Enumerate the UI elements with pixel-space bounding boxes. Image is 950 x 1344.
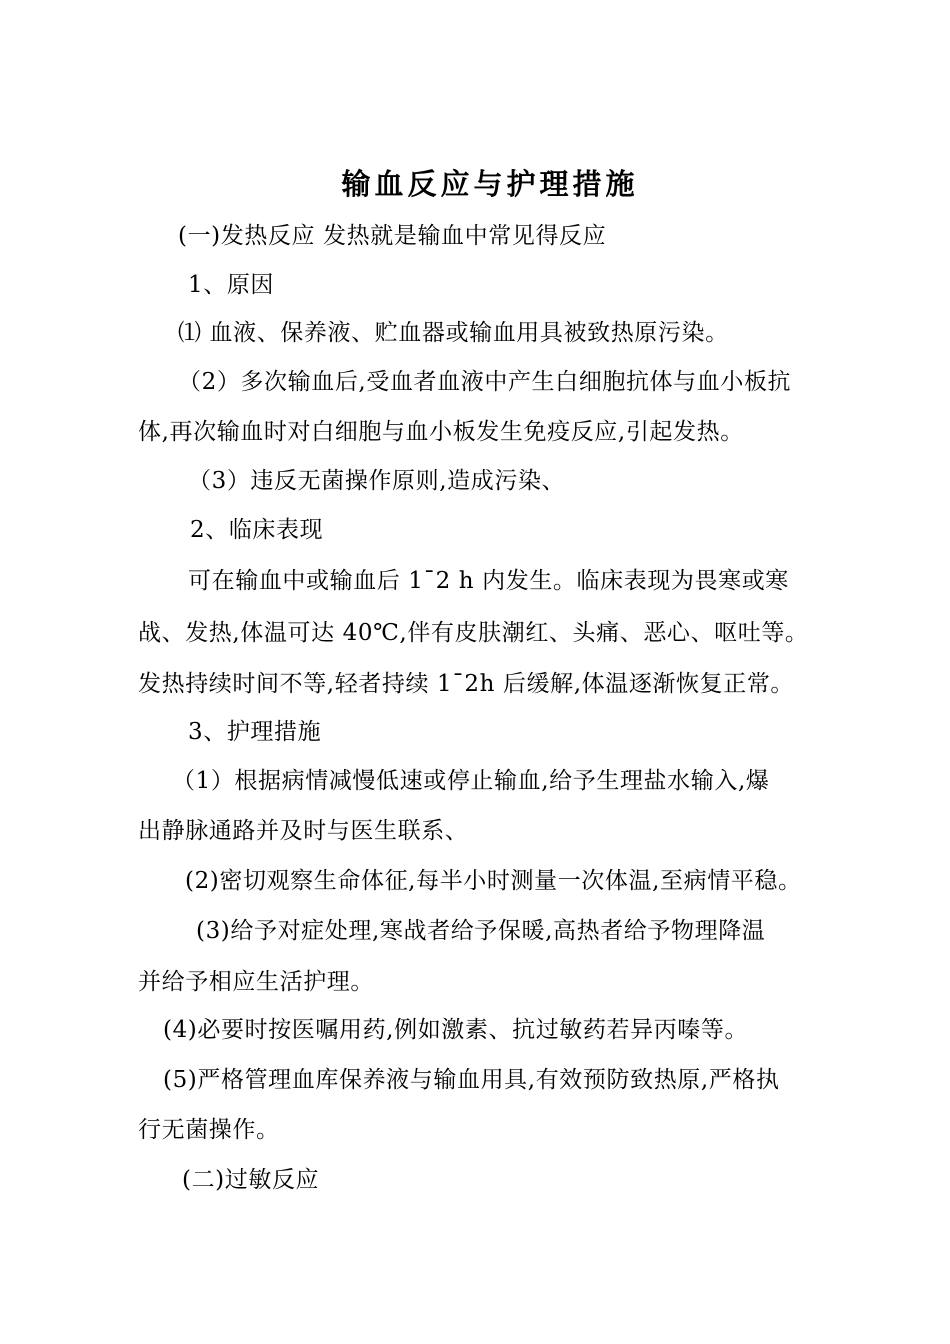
cause-item-1: ⑴ 血液、保养液、贮血器或输血用具被致热原污染。 [178,320,729,346]
section-heading-fever: (一)发热反应 发热就是输血中常见得反应 [178,223,607,249]
subheading-cause: 1、原因 [188,272,275,298]
cause-item-2-line-1: （2）多次输血后,受血者血液中产生白细胞抗体与血小板抗 [178,369,792,395]
cause-item-2-line-2: 体,再次输血时对白细胞与血小板发生免疫反应,引起发热。 [138,419,744,445]
subheading-clinical: 2、临床表现 [190,517,324,543]
nursing-item-1-line-1: （1）根据病情减慢低速或停止输血,给予生理盐水输入,爆 [172,768,770,794]
document-title: 输血反应与护理措施 [341,167,639,201]
nursing-item-5-line-2: 行无菌操作。 [138,1117,280,1143]
clinical-line-1: 可在输血中或输血后 1¯2 h 内发生。临床表现为畏寒或寒 [188,568,789,594]
clinical-line-2: 战、发热,体温可达 40℃,伴有皮肤潮红、头痛、恶心、呕吐等。 [138,620,809,646]
nursing-item-3-line-2: 并给予相应生活护理。 [138,969,374,995]
clinical-line-3: 发热持续时间不等,轻者持续 1¯2h 后缓解,体温逐渐恢复正常。 [138,671,795,697]
nursing-item-1-line-2: 出静脉通路并及时与医生联系、 [138,818,469,844]
nursing-item-4: (4)必要时按医嘱用药,例如激素、抗过敏药若异丙嗪等。 [163,1017,749,1043]
nursing-item-3-line-1: (3)给予对症处理,寒战者给予保暖,高热者给予物理降温 [196,918,766,944]
cause-item-3: （3）违反无菌操作原则,造成污染、 [188,468,566,494]
nursing-item-2: (2)密切观察生命体征,每半小时测量一次体温,至病情平稳。 [185,868,802,894]
nursing-item-5-line-1: (5)严格管理血库保养液与输血用具,有效预防致热原,严格执 [163,1067,780,1093]
section-heading-allergy: (二)过敏反应 [182,1167,320,1193]
subheading-nursing: 3、护理措施 [188,719,322,745]
